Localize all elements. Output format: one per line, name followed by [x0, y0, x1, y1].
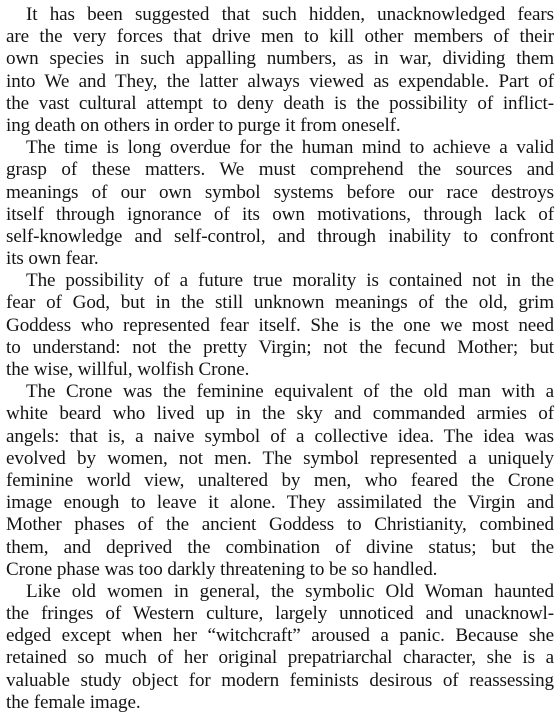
- text-line: into We and They, the latter always viewed as expendable. Part of: [6, 70, 554, 92]
- text-line: own species in such appalling numbers, as in war, dividing them: [6, 48, 554, 70]
- text-line: The Crone was the feminine equivalent of the old man with a: [26, 381, 554, 403]
- paragraph: [6, 137, 554, 270]
- paragraph: [6, 581, 554, 714]
- paragraph: [6, 381, 554, 581]
- text-line: image enough to leave it alone. They assimilated the Virgin and: [6, 492, 554, 514]
- text-line: self-knowledge and self-control, and through inability to confront: [6, 225, 554, 247]
- text-line: ing death on others in order to purge it from oneself.: [6, 114, 401, 136]
- paragraph: [6, 4, 554, 137]
- text-line: itself through ignorance of its own motivations, through lack of: [6, 203, 554, 225]
- text-line: Crone phase was too darkly threatening to be so handled.: [6, 558, 438, 580]
- text-line: retained so much of her original prepatriarchal character, she is a: [6, 647, 554, 669]
- text-line: Mother phases of the ancient Goddess to Christianity, combined: [6, 514, 554, 536]
- text-line: white beard who lived up in the sky and commanded armies of: [6, 403, 554, 425]
- text-line: are the very forces that drive men to kill other members of their: [6, 26, 554, 48]
- text-line: valuable study object for modern feminists desirous of reassessing: [6, 669, 554, 691]
- text-line: the vast cultural attempt to deny death is the possibility of inflict-: [6, 92, 554, 114]
- text-line: evolved by women, not men. The symbol represented a uniquely: [6, 447, 554, 469]
- text-line: to understand: not the pretty Virgin; not the fecund Mother; but: [6, 336, 554, 358]
- text-line: meanings of our own symbol systems before our race destroys: [6, 181, 554, 203]
- text-line: the wise, willful, wolfish Crone.: [6, 359, 250, 380]
- text-line: edged except when her “witchcraft” aroused a panic. Because she: [6, 625, 554, 647]
- text-line: feminine world view, unaltered by men, who feared the Crone: [6, 469, 554, 491]
- text-line: It has been suggested that such hidden, unacknowledged fears: [26, 4, 554, 25]
- text-line: fear of God, but in the still unknown meanings of the old, grim: [6, 292, 554, 314]
- text-line: grasp of these matters. We must comprehend the sources and: [6, 159, 554, 181]
- text-line: Goddess who represented fear itself. She is the one we most need: [6, 314, 554, 336]
- text-line: them, and deprived the combination of divine status; but the: [6, 536, 554, 558]
- paragraph: [6, 270, 554, 381]
- text-line: The possibility of a future true morality is contained not in the: [26, 270, 554, 292]
- text-line: The time is long overdue for the human mind to achieve a valid: [26, 137, 554, 159]
- text-line: the fringes of Western culture, largely unnoticed and unacknowl-: [6, 603, 554, 625]
- text-line: Like old women in general, the symbolic Old Woman haunted: [26, 580, 554, 602]
- text-line: its own fear.: [6, 248, 99, 270]
- text-line: angels: that is, a naive symbol of a collective idea. The idea was: [6, 425, 554, 447]
- text-line: the female image.: [6, 691, 141, 713]
